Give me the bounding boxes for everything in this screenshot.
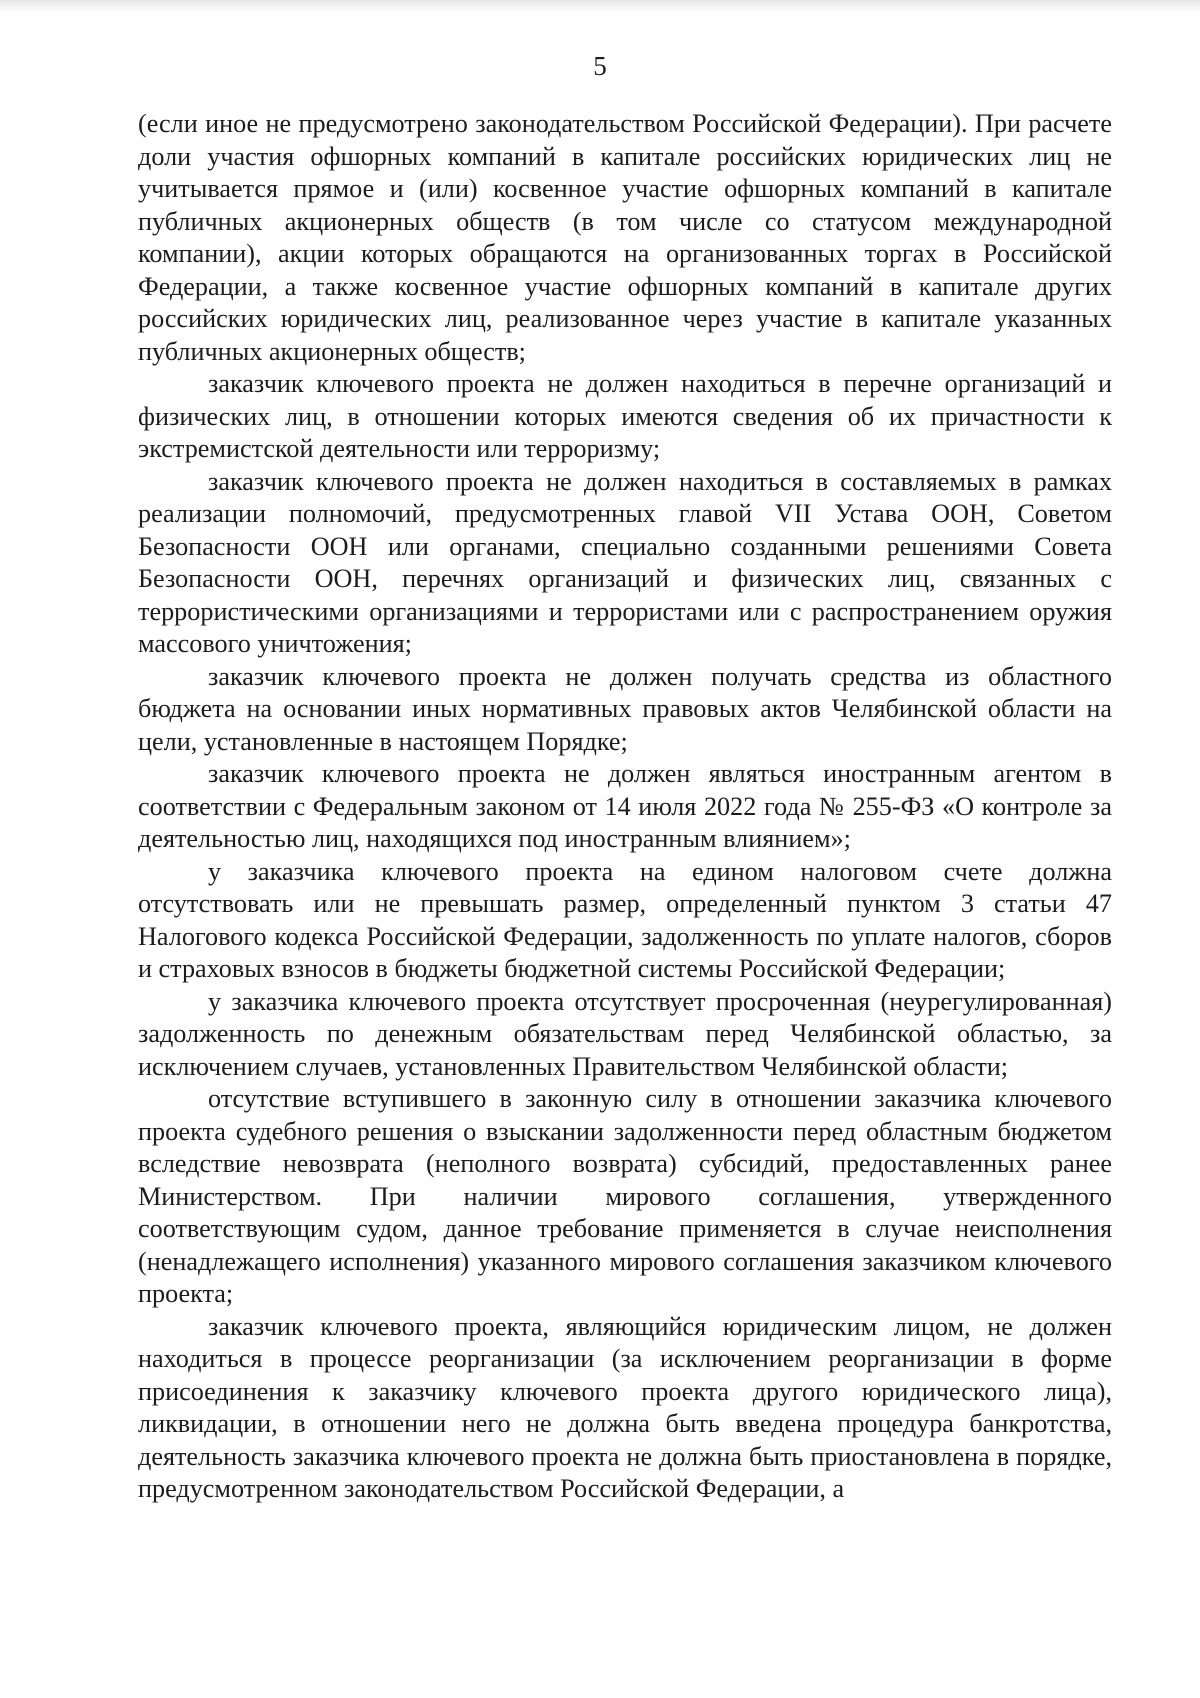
paragraph: заказчик ключевого проекта не должен являться иностранным агентом в соответствии с Федеральным законом от 14 июля 2022 года № 255-ФЗ «О контроле за деятельностью лиц, находящихся под иностранным влиянием»; <box>138 759 1112 853</box>
paragraph: (если иное не предусмотрено законодательством Российской Федерации). При расчете доли участия офшорных компаний в капитале российских юридических лиц не учитывается прямое и (или) косвенное участие офшорных компаний в капитале публичных акционерных обществ (в том числе со статусом международной компании), акции которых обращаются на организованных торгах в Российской Федерации, а также косвенное участие офшорных компаний в капитале других российских юридических лиц, реализованное через участие в капитале указанных публичных акционерных обществ; <box>138 109 1112 366</box>
paragraph: заказчик ключевого проекта не должен находиться в перечне организаций и физических лиц, в отношении которых имеются сведения об их причастности к экстремистской деятельности или терроризму; <box>138 369 1112 463</box>
paragraph: заказчик ключевого проекта не должен получать средства из областного бюджета на основании иных нормативных правовых актов Челябинской области на цели, установленные в настоящем Порядке; <box>138 661 1112 756</box>
page-number: 5 <box>593 51 607 81</box>
paragraph-continued: заказчик ключевого проекта, являющийся юридическим лицом, не должен находиться в процессе реорганизации (за исключением реорганизации в форме присоединения к заказчику ключевого проекта другого юридического лица), ликвидации, в отношении него не должна быть введена процедура банкротства, деятельность заказчика ключевого проекта не должна быть приостановлена в порядке, предусмотренном законодательством Российской Федерации, а <box>138 1311 1112 1503</box>
document-body <box>138 108 1112 1506</box>
scan-top-edge <box>0 0 1200 14</box>
paragraph: отсутствие вступившего в законную силу в отношении заказчика ключевого проекта судебного решения о взыскании задолженности перед областным бюджетом вследствие невозврата (неполного возврата) субсидий, предоставленных ранее Министерством. При наличии мирового соглашения, утвержденного соответствующим судом, данное требование применяется в случае неисполнения (ненадлежащего исполнения) указанного мирового соглашения заказчиком ключевого проекта; <box>138 1084 1112 1308</box>
paragraph: у заказчика ключевого проекта на едином налоговом счете должна отсутствовать или не превышать размер, определенный пунктом 3 статьи 47 Налогового кодекса Российской Федерации, задолженность по уплате налогов, сборов и страховых взносов в бюджеты бюджетной системы Российской Федерации; <box>138 856 1112 983</box>
paragraph: заказчик ключевого проекта не должен находиться в составляемых в рамках реализации полномочий, предусмотренных главой VII Устава ООН, Советом Безопасности ООН или органами, специально созданными решениями Совета Безопасности ООН, перечнях организаций и физических лиц, связанных с террористическими организациями и террористами или с распространением оружия массового уничтожения; <box>138 466 1112 658</box>
paragraph: у заказчика ключевого проекта отсутствует просроченная (неурегулированная) задолженность по денежным обязательствам перед Челябинской областью, за исключением случаев, установленных Правительством Челябинской области; <box>138 986 1112 1081</box>
